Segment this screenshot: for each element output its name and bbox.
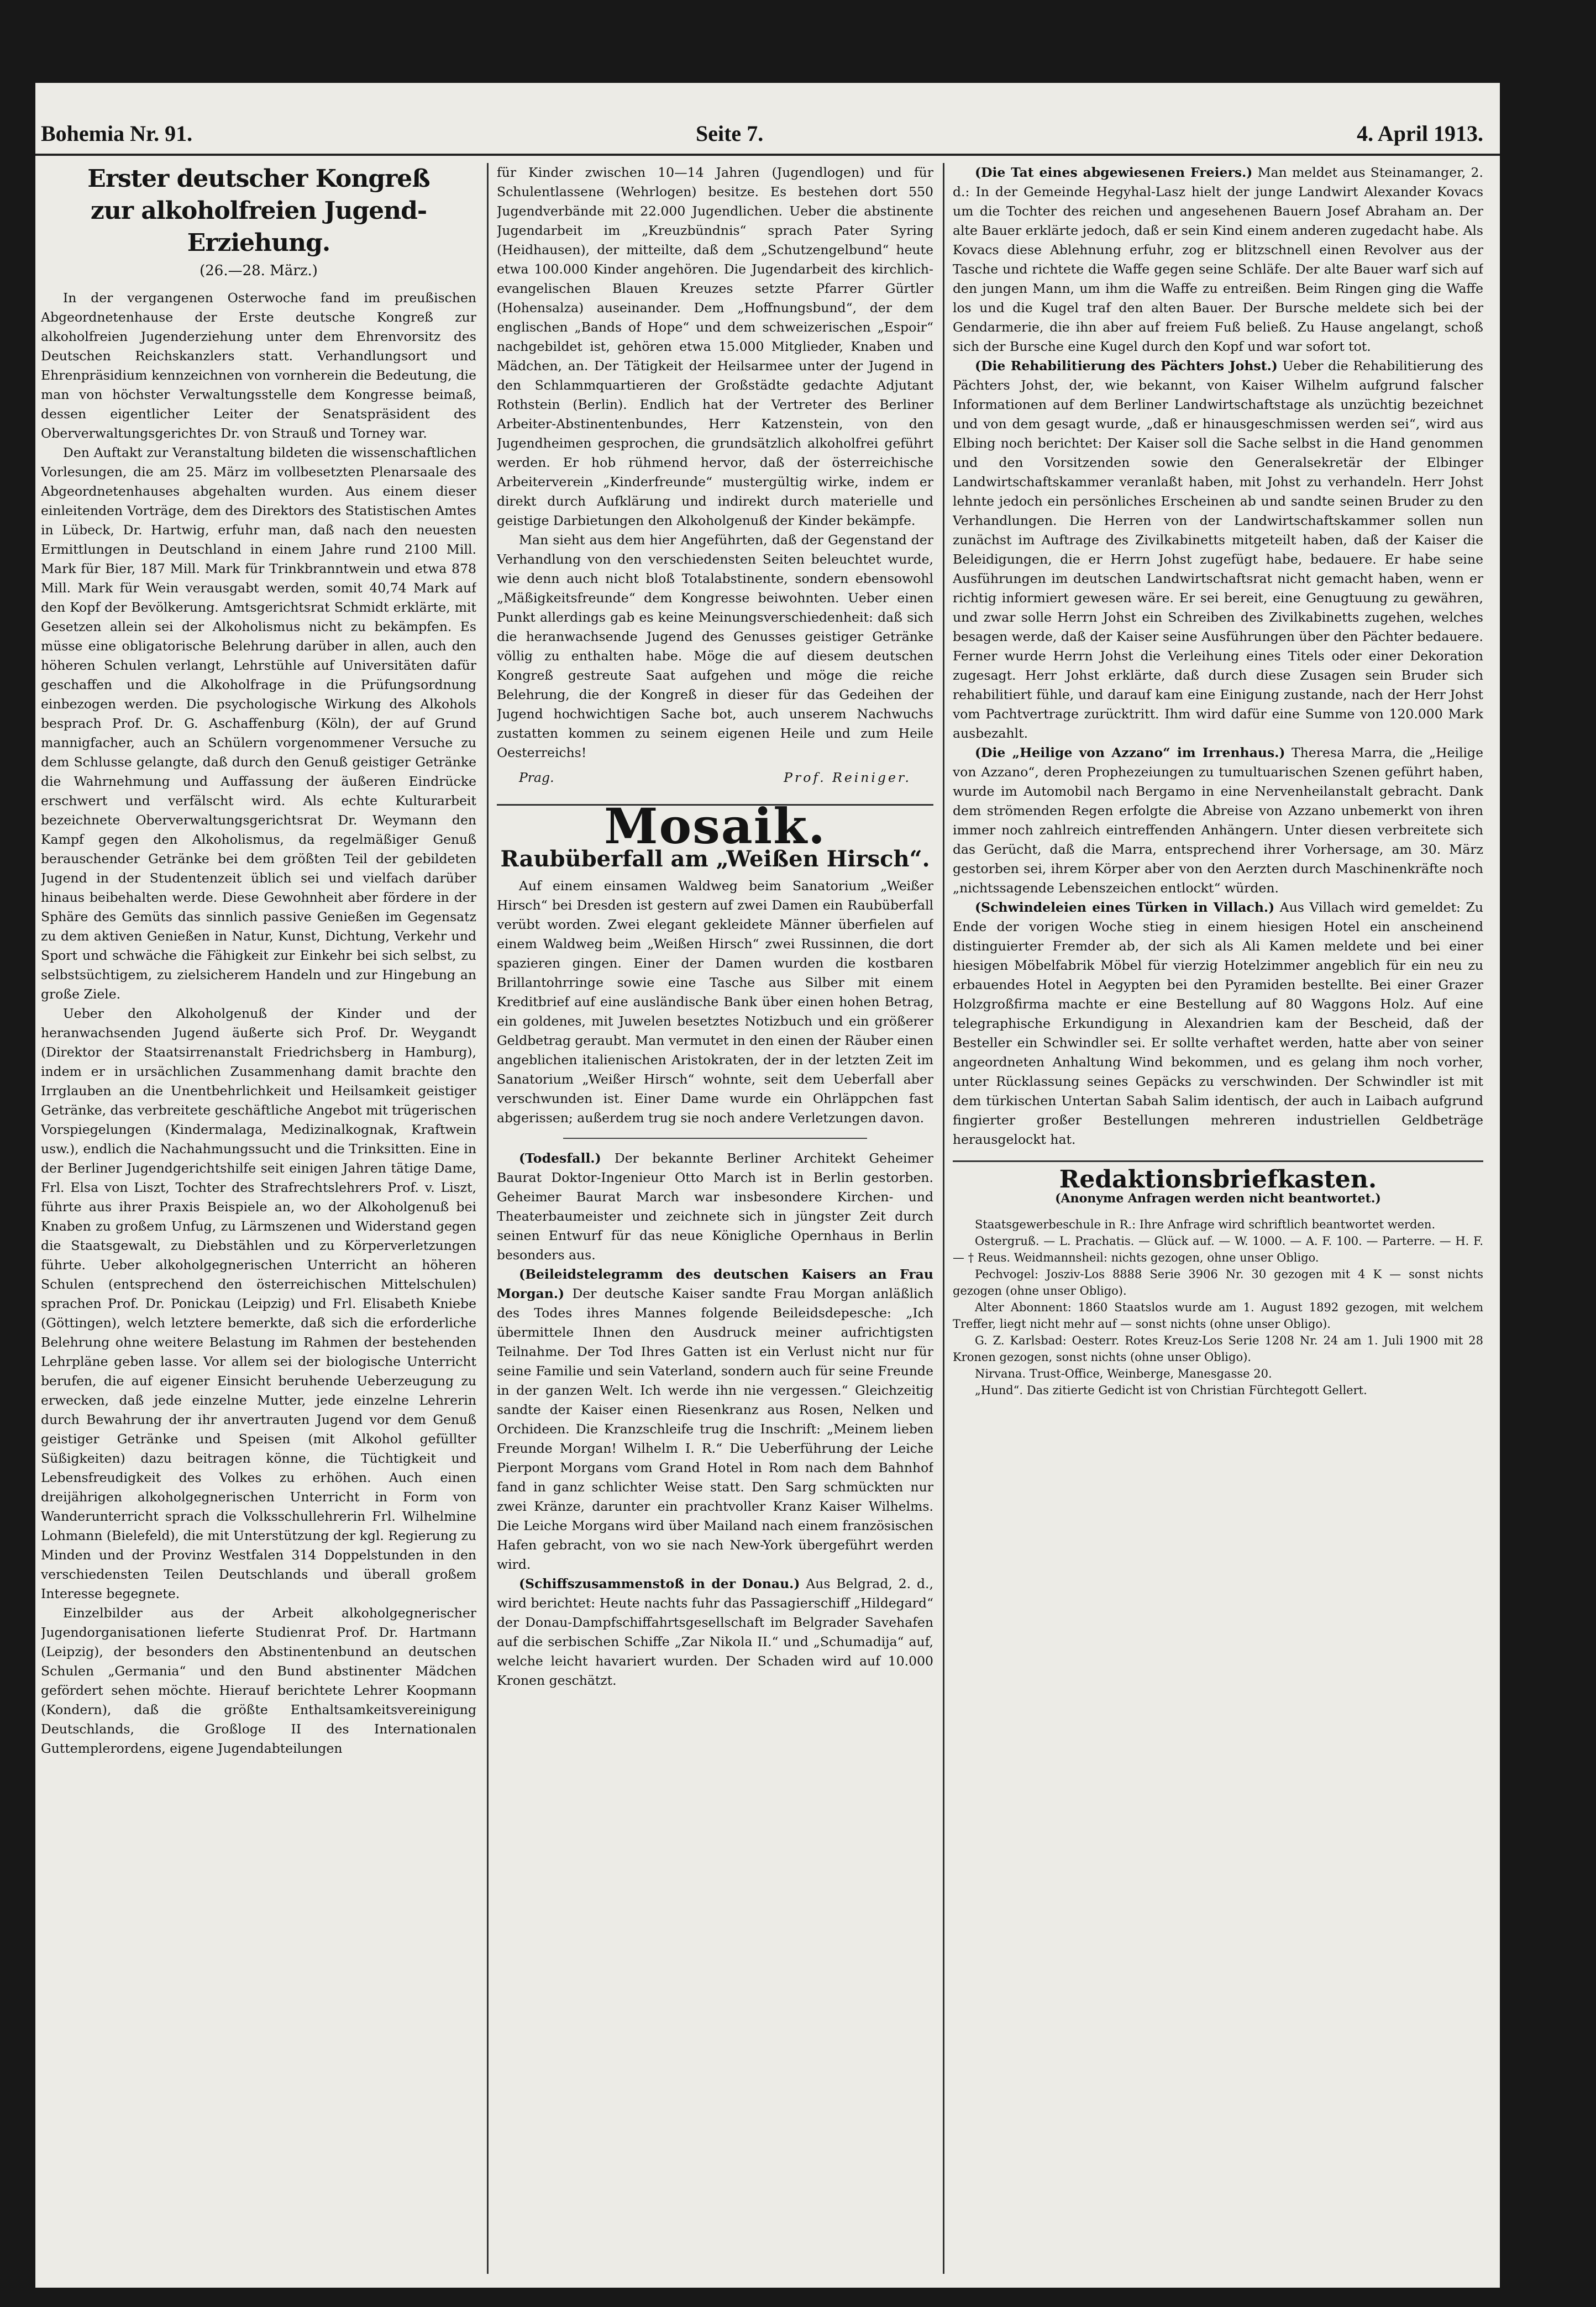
paragraph: Den Auftakt zur Veranstaltung bildeten die wissenschaftlichen Vorlesungen, die am 25. März im vollbesetzten Plenarsaale des Abgeordnetenhauses abgehalten wurden. Aus einem dieser einleitenden Vorträge, dem des Direktors des Statistischen Amtes in Lübeck, Dr. Hartwig, erfuhr man, daß nach den neuesten Ermittlungen in Deutschland in einem Jahre rund 2100 Mill. Mark für Bier, 187 Mill. Mark für Trinkbranntwein und etwa 878 Mill. Mark für Wein verausgabt werden, somit 40,74 Mark auf den Kopf der Bevölkerung. Amtsgerichtsrat Schmidt erklärte, mit Gesetzen allein sei der Alkoholismus nicht zu bekämpfen. Es müsse eine obligatorische Belehrung darüber in allen, auch den höheren Schulen verlangt, Lehrstühle auf Universitäten dafür geschaffen und die Alkoholfrage in die Prüfungsordnung einbezogen werden. Die psychologische Wirkung des Alkohols besprach Prof. Dr. G. Aschaffenburg (Köln), der auf Grund mannigfacher, auch an Schülern vorgenommener Versuche zu dem Schlusse gelangte, daß durch den Genuß geistiger Getränke die Wahrnehmung und Auffassung der äußeren Eindrücke erschwert und verfälscht wird. Als echte Kulturarbeit bezeichnete Oberverwaltungsgerichtsrat Dr. Weymann den Kampf gegen den Alkoholismus, da regelmäßiger Genuß berauschender Getränke bei dem größten Teil der gebildeten Jugend in der Studentenzeit üblich sei und vielfach darüber hinaus beibehalten werde. Diese Gewohnheit aber fördere in der Sphäre des Gemüts das sinnlich passive Genießen im Gegensatz zu dem aktiven Genießen in Natur, Kunst, Dichtung, Verkehr und Sport und schwäche die Fähigkeit zur Einkehr bei sich selbst, zu selbstsüchtigem, zu zielsicherem Handeln und zur Hingebung an große Ziele. [41,445,476,1002]
column-rule-2 [943,163,944,2274]
news-item [497,1574,933,1690]
news-text: Man meldet aus Steinamanger, 2. d.: In der Gemeinde Hegyhal-Lasz hielt der junge Landwirt Alexander Kovacs um die Tochter des reichen und angesehenen Bauern Josef Abraham an. Der alte Bauer erklärte jedoch, daß er sein Kind einem anderen zugedacht habe. Als Kovacs diese Ablehnung erfuhr, zog er blitzschnell einen Revolver aus der Tasche und richtete die Waffe gegen seine Schläfe. Der alte Bauer warf sich auf den jungen Mann, um ihm die Waffe zu entreißen. Beim Ringen ging die Waffe los und die Kugel traf den alten Bauer. Der Bursche meldete sich bei der Gendarmerie, die ihn aber auf freiem Fuß beließ. Zu Hause angelangt, schoß sich der Bursche eine Kugel durch den Kopf und war sofort tot. [953,165,1483,354]
news-keyword: (Schwindeleien eines Türken in Villach.) [975,900,1275,915]
news-keyword: (Die Tat eines abgewiesenen Freiers.) [975,165,1253,180]
news-keyword: (Beileidstelegramm des deutschen Kaisers an Frau Morgan.) [497,1267,933,1301]
header-page-number: Seite 7. [696,121,764,146]
news-text: Der deutsche Kaiser sandte Frau Morgan anläßlich des Todes ihres Mannes folgende Beileidsdepesche: „Ich übermittele Ihnen den Ausdruck meiner aufrichtigsten Teilnahme. Der Tod Ihres Gatten ist ein Verlust nicht nur für seine Familie und sein Vaterland, sondern auch für seine Freunde in der ganzen Welt. Ich werde ihn nie vergessen.“ Gleichzeitig sandte der Kaiser einen Riesenkranz aus Rosen, Nelken und Orchideen. Die Kranzschleife trug die Inschrift: „Meinem lieben Freunde Morgan! Wilhelm I. R.“ Die Ueberführung der Leiche Pierpont Morgans vom Grand Hotel in Rom nach dem Bahnhof fand in ganz schlichter Weise statt. Den Sarg schmückten nur zwei Kränze, darunter ein prachtvoller Kranz Kaiser Wilhelms. Die Leiche Morgans wird über Mailand nach einem französischen Hafen gebracht, von wo sie nach New-York übergeführt werden wird. [497,1286,933,1572]
news-text: Theresa Marra, die „Heilige von Azzano“, deren Prophezeiungen zu tumultuarischen Szenen geführt haben, wurde im Automobil nach Bergamo in eine Nervenheilanstalt gebracht. Dank dem strömenden Regen erfolgte die Abreise von Azzano unbemerkt von ihren immer noch zahlreich eintreffenden Anhängern. Unter diesen verbreitete sich das Gerücht, daß die Marra, entsprechend ihrer Vorhersage, am 30. März gestorben sei, ihrem Körper aber von den Aerzten durch Maschinenkräfte noch „nichtssagende Lebenszeichen entlockt“ würden. [953,745,1483,896]
article-title [41,163,476,259]
divider [563,1138,867,1139]
paragraph: In der vergangenen Osterwoche fand im preußischen Abgeordnetenhause der Erste deutsche Kongreß zur alkoholfreien Jugenderziehung unter dem Ehrenvorsitz des Deutschen Reichskanzlers statt. Verhandlungsort und Ehrenpräsidium kennzeichnen von vornherein die Bedeutung, die man von höchster Verwaltungsstelle dem Kongresse beimaß, dessen eigentlicher Leiter der Senatspräsident des Oberverwaltungsgerichtes Dr. von Strauß und Torney war. [41,290,476,441]
paragraph: Ueber den Alkoholgenuß der Kinder und der heranwachsenden Jugend äußerte sich Prof. Dr. Weygandt (Direktor der Staatsirrenanstalt Friedrichsberg in Hamburg), indem er in ursächlichen Zusammenhang damit brachte den Irrglauben an die Unentbehrlichkeit und Heilsamkeit geistiger Getränke, das verbreitete geschäftliche Angebot mit trügerischen Vorspiegelungen (Kindermalaga, Medizinalkognak, Kraftwein usw.), endlich die Nachahmungssucht und die Trinksitten. Eine in der Berliner Jugendgerichtshilfe seit einigen Jahren tätige Dame, Frl. Elsa von Liszt, Tochter des Strafrechtslehrers Prof. v. Liszt, führte aus ihrer Praxis Beispiele an, wo der Alkoholgenuß bei Knaben zu großem Unfug, zu Lärmszenen und Widerstand gegen die Staatsgewalt, zu Diebstählen und zu Körperverletzungen führte. Ueber alkoholgegnerischen Unterricht an höheren Schulen (entsprechend den österreichischen Mittelschulen) sprachen Prof. Dr. Ponickau (Leipzig) und Frl. Elisabeth Kniebe (Göttingen), welch letztere bemerkte, daß sich die erforderliche Belehrung ohne weitere Belastung im Rahmen der bestehenden Lehrpläne geben lasse. Vor allem sei der biologische Unterricht berufen, die auf eigener Einsicht beruhende Ueberzeugung zu erwecken, daß jede einzelne Mutter, jede einzelne Lehrerin durch Bewahrung der ihr anvertrauten Jugend vor dem Genuß geistiger Getränke und Speisen (mit Alkohol gefüllter Süßigkeiten) dazu beitragen könne, die Tüchtigkeit und Lebensfreudigkeit des Volkes zu erhöhen. Auch einen dreijährigen alkoholgegnerischen Unterricht in Form von Wanderunterricht sprach die Volksschullehrerin Frl. Wilhelmine Lohmann (Bielefeld), die mit Unterstützung der kgl. Regierung zu Minden und der Provinz Westfalen 314 Doppelstunden in den verschiedensten Teilen Deutschlands und überall großem Interesse begegnete. [41,1006,476,1601]
title-line-1: Erster deutscher Kongreß [87,165,430,193]
signature-place: Prag. [519,770,554,785]
paragraph: Einzelbilder aus der Arbeit alkoholgegnerischer Jugendorganisationen lieferte Studienrat Prof. Dr. Hartmann (Leipzig), der besonders den Abstinentenbund an deutschen Schulen „Germania“ und den Bund abstinenter Mädchen gefördert sehen möchte. Hierauf berichtete Lehrer Koopmann (Kondern), daß die größte Enthaltsamkeitsvereinigung Deutschlands, die Großloge II des Internationalen Guttemplerordens, eigene Jugendabteilungen [41,1605,476,1756]
signature-author: Prof. Reiniger. [784,770,911,785]
news-text: Der bekannte Berliner Architekt Geheimer Baurat Doktor-Ingenieur Otto March ist in Berlin gestorben. Geheimer Baurat March war insbesondere Kirchen- und Theaterbaumeister und zeichnete sich in jüngster Zeit durch seinen Entwurf für das neue Königliche Opernhaus in Berlin besonders aus. [497,1150,933,1263]
mailbox-entry: Alter Abonnent: 1860 Staatslos wurde am 1. August 1892 gezogen, mit welchem Treffer, liegt nicht mehr auf — sonst nichts (ohne unser Obligo). [953,1301,1483,1331]
news-text: Aus Belgrad, 2. d., wird berichtet: Heute nachts fuhr das Passagierschiff „Hildegard“ der Donau-Dampfschiffahrtsgesellschaft im Belgrader Savehafen auf die serbischen Schiffe „Zar Nikola II.“ und „Schumadija“ auf, welche leicht havariert wurden. Der Schaden wird auf 10.000 Kronen geschätzt. [497,1576,933,1688]
paragraph: für Kinder zwischen 10—14 Jahren (Jugendlogen) und für Schulentlassene (Wehrlogen) besitze. Es bestehen dort 550 Jugendverbände mit 22.000 Jugendlichen. Ueber die abstinente Jugendarbeit im „Kreuzbündnis“ sprach Pater Syring (Heidhausen), der mitteilte, daß dem „Schutzengelbund“ heute etwa 100.000 Kinder angehören. Die Jugendarbeit des kirchlich-evangelischen Blauen Kreuzes setzte Pfarrer Gürtler (Hohensalza) auseinander. Dem „Hoffnungsbund“, der dem englischen „Bands of Hope“ und dem schweizerischen „Espoir“ nachgebildet ist, gehören etwa 15.000 Mitglieder, Knaben und Mädchen, an. Der Tätigkeit der Heilsarmee unter der Jugend in den Schlammquartieren der Großstädte gedachte Adjutant Rothstein (Berlin). Endlich hat der Vertreter des Berliner Arbeiter-Abstinentenbundes, Herr Katzenstein, von den Jugendheimen gesprochen, die grundsätzlich alkoholfrei geführt werden. Er hob rühmend hervor, daß der österreichische Arbeiterverein „Kinderfreunde“ mustergültig wirke, indem er direkt durch Aufklärung und indirekt durch materielle und geistige Darbietungen den Alkoholgenuß der Kinder bekämpfe. [497,165,933,528]
title-line-2: zur alkoholfreien Jugend-Erziehung. [90,197,427,257]
article-date: (26.—28. März.) [200,262,318,279]
news-item [953,356,1483,743]
signature-line [519,768,911,787]
page-header [35,109,1500,159]
news-item [497,1265,933,1574]
mailbox-entry: Staatsgewerbeschule in R.: Ihre Anfrage wird schriftlich beantwortet werden. [975,1218,1436,1231]
column-1 [41,163,476,2274]
mailbox-subheading: (Anonyme Anfragen werden nicht beantwortet.) [1055,1191,1381,1206]
column-2 [497,163,933,2274]
header-rule [35,154,1500,156]
paragraph: Auf einem einsamen Waldweg beim Sanatorium „Weißer Hirsch“ bei Dresden ist gestern auf zwei Damen ein Raubüberfall verübt worden. Zwei elegant gekleidete Männer überfielen auf einem Waldweg beim „Weißen Hirsch“ zwei Russinnen, die dort spazieren gingen. Einer der Damen wurden die kostbaren Brillantohrringe sowie eine Tasche aus Silber mit einem Kreditbrief auf eine ausländische Bank über einen hohen Betrag, ein goldenes, mit Juwelen besetztes Notizbuch und ein größerer Geldbetrag geraubt. Man vermutet in den einen der Räuber einen angeblichen italienischen Aristokraten, der in der letzten Zeit im Sanatorium „Weißer Hirsch“ wohnte, seit dem Ueberfall aber verschwunden ist. Einer Dame wurde ein Ohrläppchen fast abgerissen; außerdem trug sie noch andere Verletzungen davon. [497,878,933,1126]
news-item [953,163,1483,356]
mailbox-entry: Ostergruß. — L. Prachatis. — Glück auf. — W. 1000. — A. F. 100. — Parterre. — H. F. — † Reus. Weidmannsheil: nichts gezogen, ohne unser Obligo. [953,1234,1483,1264]
section-heading-mosaik: Mosaik. [497,804,933,836]
news-text: Aus Villach wird gemeldet: Zu Ende der vorigen Woche stieg in einem hiesigen Hotel ein anscheinend distinguierter Fremder ab, der sich als Ali Kamen meldete und bei einer hiesigen Möbelfabrik Möbel für vierzig Hotelzimmer angeblich für ein neu zu erbauendes Hotel in Aegypten bei den Pyramiden bestellte. Bei einer Grazer Holzgroßfirma machte er eine Bestellung auf 80 Waggons Holz. Auf eine telegraphische Erkundigung in Alexandrien kam der Bescheid, daß der Besteller ein Schwindler sei. Er sollte verhaftet werden, hatte aber von seiner angeordneten Anhaltung Wind bekommen, und es gelang ihm noch vorher, unter Rücklassung seines Gepäcks zu verschwinden. Der Schwindler ist mit dem türkischen Untertan Sabah Salim identisch, der auch in Laibach aufgrund fingierter großer Bestellungen mehreren industriellen Geldbeträge herausgelockt hat. [953,900,1483,1147]
newspaper-page [35,83,1500,2288]
mailbox-entry: „Hund“. Das zitierte Gedicht ist von Christian Fürchtegott Gellert. [975,1384,1367,1397]
news-keyword: (Die „Heilige von Azzano“ im Irrenhaus.) [975,745,1285,760]
mailbox-list [953,1216,1483,1399]
mailbox-entry: G. Z. Karlsbad: Oesterr. Rotes Kreuz-Los Serie 1208 Nr. 24 am 1. Juli 1900 mit 28 Kronen gezogen, sonst nichts (ohne unser Obligo). [953,1334,1483,1364]
header-issue: Bohemia Nr. 91. [41,121,193,146]
news-item [497,1149,933,1265]
mailbox-heading: Redaktionsbriefkasten. [953,1160,1483,1189]
mailbox-entry: Nirvana. Trust-Office, Weinberge, Manesgasse 20. [975,1367,1272,1380]
news-keyword: (Schiffszusammenstoß in der Donau.) [519,1576,800,1591]
mailbox-entry: Pechvogel: Josziv-Los 8888 Serie 3906 Nr. 30 gezogen mit 4 K — sonst nichts gezogen (ohne unser Obligo). [953,1268,1483,1297]
header-date: 4. April 1913. [1357,121,1483,146]
article-heading: Raubüberfall am „Weißen Hirsch“. [500,846,930,872]
news-keyword: (Todesfall.) [519,1150,601,1166]
paragraph: Man sieht aus dem hier Angeführten, daß der Gegenstand der Verhandlung von den verschiedensten Seiten beleuchtet wurde, wie denn auch nicht bloß Totalabstinente, sondern ebensowohl „Mäßigkeitsfreunde“ dem Kongresse beiwohnten. Ueber einen Punkt allerdings gab es keine Meinungsverschiedenheit: daß sich die heranwachsende Jugend des Genusses geistiger Getränke völlig zu enthalten habe. Möge die auf diesem deutschen Kongreß gestreute Saat aufgehen und möge die reiche Belehrung, die der Kongreß in dieser für das Gedeihen der Jugend hochwichtigen Sache bot, auch unserem Nachwuchs zustatten kommen zu seinem eigenen Heile und zum Heile Oesterreichs! [497,532,933,760]
news-text: Ueber die Rehabilitierung des Pächters Johst, der, wie bekannt, von Kaiser Wilhelm aufgrund falscher Informationen auf dem Berliner Landwirtschaftstage als unzüchtig bezeichnet und von dem gesagt wurde, „daß er hinausgeschmissen werden sei“, wird aus Elbing noch berichtet: Der Kaiser soll die Sache selbst in die Hand genommen und den Vorsitzenden sowie den Generalsekretär der Elbinger Landwirtschaftskammer veranlaßt haben, mit Johst zu verhandeln. Herr Johst lehnte jedoch ein persönliches Erscheinen ab und sandte seinen Bruder zu den Verhandlungen. Die Herren von der Landwirtschaftskammer sollen nun zunächst im Auftrage des Zivilkabinetts mitgeteilt haben, daß der Kaiser die Beleidigungen, die er Herrn Johst zugefügt habe, bedauere. Er habe seine Ausführungen im deutschen Landwirtschaftsrat nicht gemacht haben, wenn er richtig informiert gewesen wäre. Er sei bereit, eine Genugtuung zu gewähren, und zwar solle Herrn Johst ein Schreiben des Zivilkabinetts zugehen, welches besagen werde, daß der Kaiser seine Ausführungen über den Pächter bedauere. Ferner wurde Herrn Johst die Verleihung eines Titels oder einer Dekoration zugesagt. Herr Johst erklärte, daß durch diese Zusagen sein Bruder sich rehabilitiert fühle, und darauf kam eine Einigung zustande, nach der Herr Johst vom Pachtvertrage zurücktritt. Ihm wird dafür eine Summe von 120.000 Mark ausbezahlt. [953,358,1483,741]
news-item [953,898,1483,1149]
column-rule-1 [487,163,489,2274]
news-item [953,743,1483,898]
news-keyword: (Die Rehabilitierung des Pächters Johst.) [975,358,1278,374]
column-3 [953,163,1483,2274]
